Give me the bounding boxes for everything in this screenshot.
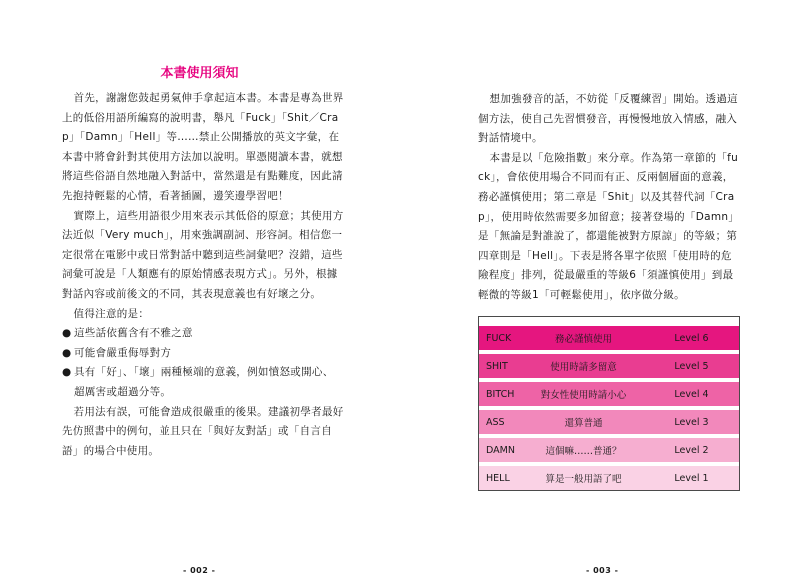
bullet-item <box>62 324 344 344</box>
bullet-dot-icon: ● <box>62 346 72 359</box>
table-row <box>479 326 739 350</box>
meaning-cell: 算是一般用語了吧 <box>545 474 622 485</box>
meaning-cell: 務必謹慎使用 <box>554 334 612 345</box>
level-cell: Level 4 <box>674 388 709 400</box>
intro-paragraph: 首先，謝謝您鼓起勇氣伸手拿起這本書。本書是專為世界上的低俗用語所編寫的說明書，舉凡「Fuck」「Shit／Crap」「Damn」「Hell」等……禁止公開播放的英文字彙，在本書中將會針對其使用方法加以說明。單憑閱讀本書，就想將這些俗語自然地融入對話中，當然還是有點難度，因此請先抱持輕鬆的心情，看著插圖，邊笑邊學習吧！ <box>62 92 344 202</box>
table-row <box>479 438 739 462</box>
word-cell: BITCH <box>486 388 515 400</box>
word-cell: SHIT <box>486 360 508 372</box>
left-page-body <box>62 89 344 461</box>
level-cell: Level 6 <box>674 332 709 344</box>
usage-paragraph: 實際上，這些用語很少用來表示其低俗的原意；其使用方法近似「Very much」，用來強調副詞、形容詞。相信您一定很常在電影中或日常對話中聽到這些詞彙吧？沒錯，這些詞彙可說是「人類應有的原始情感表現方式」。另外，根據對話內容或前後文的不同，其表現意義也有好壞之分。 <box>62 209 344 300</box>
bullet-text: 具有「好」、「壞」兩種極端的意義，例如憤怒或開心、超厲害或超過分等。 <box>74 366 334 398</box>
danger-level-table <box>478 316 740 491</box>
bullet-item <box>62 363 344 402</box>
table-row <box>479 466 739 490</box>
bullet-text: 可能會嚴重侮辱對方 <box>74 346 172 359</box>
level-cell: Level 1 <box>674 472 709 484</box>
word-cell: ASS <box>486 416 505 428</box>
bullet-dot-icon: ● <box>62 327 72 340</box>
closing-paragraph: 若用法有誤，可能會造成很嚴重的後果。建議初學者最好先仿照書中的例句，並且只在「與好友對話」或「自言自語」的場合中使用。 <box>62 405 344 457</box>
meaning-cell: 還算普通 <box>564 418 603 429</box>
table-row <box>479 382 739 406</box>
meaning-cell: 這個嘛……普通？ <box>545 446 622 457</box>
page-number-left: - 002 - <box>183 566 216 575</box>
table-row <box>479 410 739 434</box>
bullet-text: 這些話依舊含有不雅之意 <box>74 327 193 340</box>
chapters-paragraph: 本書是以「危險指數」來分章。作為第一章節的「fuck」，會依使用場合不同而有正、反兩個層面的意義，務必謹慎使用；第二章是「Shit」以及其替代詞「Crap」，使用時依然需要多加留意；接著登場的「Damn」是「無論是對誰說了，都還能被對方原諒」的等級；第四章則是「Hell」。下表是將各單字依照「使用時的危險程度」排列，從最嚴重的等級6「須謹慎使用」到最輕微的等級1「可輕鬆使用」，依序做分級。 <box>478 151 740 301</box>
level-cell: Level 3 <box>674 416 709 428</box>
table-row <box>479 354 739 378</box>
level-cell: Level 2 <box>674 444 709 456</box>
right-page-body <box>478 90 740 306</box>
word-cell: DAMN <box>486 444 515 456</box>
page-number-right: - 003 - <box>586 566 619 575</box>
bullet-dot-icon: ● <box>62 366 72 379</box>
page-title: 本書使用須知 <box>160 66 239 81</box>
word-cell: HELL <box>486 472 510 484</box>
level-cell: Level 5 <box>674 360 709 372</box>
meaning-cell: 使用時請多留意 <box>550 362 617 373</box>
meaning-cell: 對女性使用時請小心 <box>540 390 627 401</box>
word-cell: FUCK <box>486 332 512 344</box>
bullet-item <box>62 344 344 364</box>
note-heading: 值得注意的是： <box>73 307 150 320</box>
pronunciation-paragraph: 想加強發音的話，不妨從「反覆練習」開始。透過這個方法，使自己先習慣發音，再慢慢地放入情感，融入對話情境中。 <box>478 93 738 145</box>
